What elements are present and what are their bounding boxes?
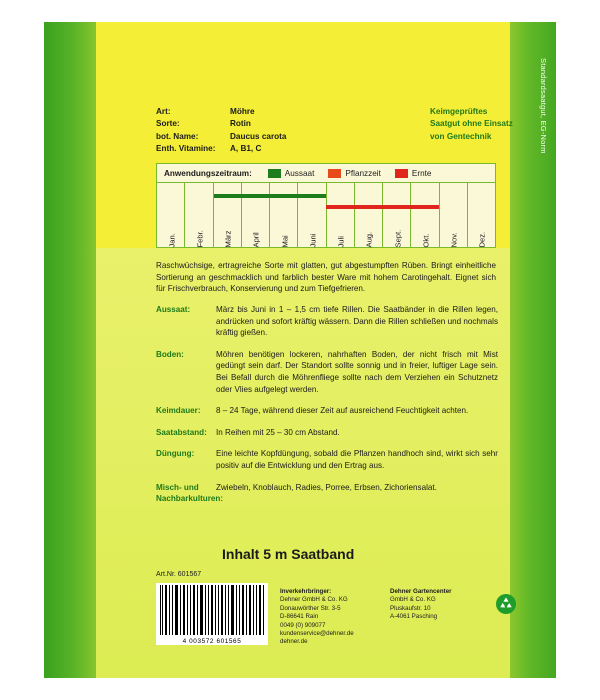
address-heading: Inverkehrbringer:: [280, 588, 332, 595]
calendar-month-column: [355, 183, 383, 247]
spec-value: Daucus carota: [230, 131, 287, 141]
instruction-label: Misch- und Nachbarkulturen:: [156, 482, 224, 504]
content-quantity: Inhalt 5 m Saatband: [222, 546, 355, 562]
address-line: Dehner GmbH & Co. KG: [280, 596, 348, 604]
month-label: Nov.: [449, 232, 459, 248]
side-vertical-text: Standardsaatgut, EG-Norm: [539, 58, 548, 154]
instruction-row: [156, 427, 498, 439]
spec-key: bot. Name:: [156, 131, 199, 141]
spec-key: Sorte:: [156, 119, 180, 129]
spec-value: Rotin: [230, 119, 251, 129]
barcode: [156, 583, 268, 645]
month-label: April: [251, 232, 261, 248]
instruction-label: Aussaat:: [156, 305, 191, 314]
spec-key: Enth. Vitamine:: [156, 144, 216, 154]
spec-key: Art:: [156, 107, 171, 116]
address-line: D-86641 Rain: [280, 613, 319, 621]
legend-item-pflanzzeit: [328, 169, 381, 178]
calendar-month-column: [411, 183, 439, 247]
instruction-sections: [156, 304, 498, 515]
calendar-month-column: [214, 183, 242, 247]
address-line: Donauwörther Str. 3-5: [280, 604, 341, 612]
spec-value: A, B1, C: [230, 144, 262, 154]
instruction-text: Zwiebeln, Knoblauch, Radies, Porree, Erbsen, Zichoriensalat.: [216, 482, 437, 492]
address-email[interactable]: kundenservice@dehner.de: [280, 630, 354, 638]
month-label: Febr.: [195, 230, 205, 248]
month-label: Aug.: [364, 231, 374, 248]
product-spec-table: [156, 106, 286, 156]
legend-item-aussaat: [268, 169, 315, 178]
instruction-row: [156, 482, 498, 505]
garden-center-address: [390, 588, 490, 622]
month-label: März: [223, 230, 233, 248]
right-green-spine: [510, 22, 556, 678]
month-label: Mai: [280, 235, 290, 248]
instruction-row: [156, 349, 498, 395]
spec-row: [156, 143, 286, 155]
calendar-month-column: [383, 183, 411, 247]
instruction-text: Eine leichte Kopfdüngung, sobald die Pflanzen handhoch sind, wirkt sich sehr positiv auf die Entwicklung und den Ertrag aus.: [216, 449, 498, 470]
calendar-month-column: [468, 183, 495, 247]
calendar-month-column: [440, 183, 468, 247]
seed-packet-back: [44, 22, 556, 678]
gmo-free-line: von Gentechnik: [430, 131, 492, 141]
recycle-icon: [496, 594, 516, 614]
month-label: Jan.: [167, 233, 177, 248]
usage-calendar: [156, 163, 496, 248]
calendar-bar-sowing: [214, 194, 326, 198]
month-label: Dez.: [477, 231, 487, 248]
address-line: 0049 (0) 909077: [280, 621, 326, 629]
month-label: Sept.: [393, 229, 403, 248]
legend-swatch-planting: [328, 169, 341, 178]
calendar-month-column: [185, 183, 213, 247]
intro-paragraph: Raschwüchsige, ertragreiche Sorte mit glatten, gut abgestumpften Rüben. Bringt einheitliche Sortierung an geschmacklich und farblich bester Ware mit hohem Carotingehalt. Eignet sich für Frischverbrauch, Konservierung und zum Tiefgefrieren.: [156, 261, 496, 294]
spec-row: [156, 106, 286, 118]
address-website[interactable]: dehner.de: [280, 638, 308, 646]
legend-label: Pflanzzeit: [345, 168, 381, 178]
calendar-month-grid: [157, 183, 495, 247]
left-green-spine: [44, 22, 96, 678]
month-label: Juni: [308, 233, 318, 248]
legend-swatch-sowing: [268, 169, 281, 178]
instruction-label: Düngung:: [156, 449, 195, 459]
instruction-row: [156, 405, 498, 417]
month-label: Juli: [336, 236, 346, 248]
address-line: GmbH & Co. KG: [390, 596, 436, 604]
legend-label: Aussaat: [284, 168, 315, 178]
address-heading: Dehner Gartencenter: [390, 588, 452, 595]
barcode-number: 4 003572 601565: [182, 638, 242, 645]
calendar-month-column: [157, 183, 185, 247]
legend-label: Ernte: [411, 168, 432, 178]
spec-row: [156, 118, 286, 130]
instruction-text: 8 – 24 Tage, während dieser Zeit auf ausreichend Feuchtigkeit achten.: [216, 406, 469, 416]
month-label: Okt.: [421, 233, 431, 248]
instruction-text: März bis Juni in 1 – 1,5 cm tiefe Rillen. Die Saatbänder in die Rillen legen, andrücken und sofort kräftig wässern. Dann die Rillen schließen und nochmals kräftig gießen.: [216, 305, 498, 338]
calendar-legend: [157, 164, 495, 183]
spec-value: Möhre: [230, 107, 255, 116]
address-line: Pluskaufstr. 10: [390, 604, 431, 612]
instruction-label: Saatabstand:: [156, 427, 207, 437]
calendar-month-column: [242, 183, 270, 247]
article-number: Art.Nr. 601567: [156, 571, 202, 578]
instruction-label: Keimdauer:: [156, 406, 201, 416]
distributor-address: [280, 588, 380, 647]
legend-swatch-harvest: [395, 169, 408, 178]
address-line: A-4061 Pasching: [390, 613, 438, 621]
gmo-free-line: Keimgeprüftes: [430, 107, 488, 116]
instruction-label: Boden:: [156, 349, 184, 359]
calendar-title: Anwendungszeitraum:: [164, 168, 252, 178]
gmo-free-line: Saatgut ohne Einsatz: [430, 119, 513, 129]
instruction-row: [156, 448, 498, 471]
instruction-row: [156, 304, 498, 339]
calendar-month-column: [327, 183, 355, 247]
spec-row: [156, 131, 286, 143]
instruction-text: Möhren benötigen lockeren, nahrhaften Boden, der nicht frisch mit Mist gedüngt sein darf. Der Standort sollte sonnig und in freier, luftiger Lage sein. Bei Befall durch die Möhrenfliege sollte nach dem Verziehen ein Schutznetz oder Vlies aufgelegt werden.: [216, 349, 498, 394]
instruction-text: In Reihen mit 25 – 30 cm Abstand.: [216, 427, 340, 437]
gmo-free-note: [430, 106, 513, 143]
barcode-bars: [160, 585, 264, 635]
calendar-bar-harvest: [326, 205, 439, 209]
calendar-month-column: [270, 183, 298, 247]
calendar-month-column: [298, 183, 326, 247]
legend-item-ernte: [395, 169, 432, 178]
